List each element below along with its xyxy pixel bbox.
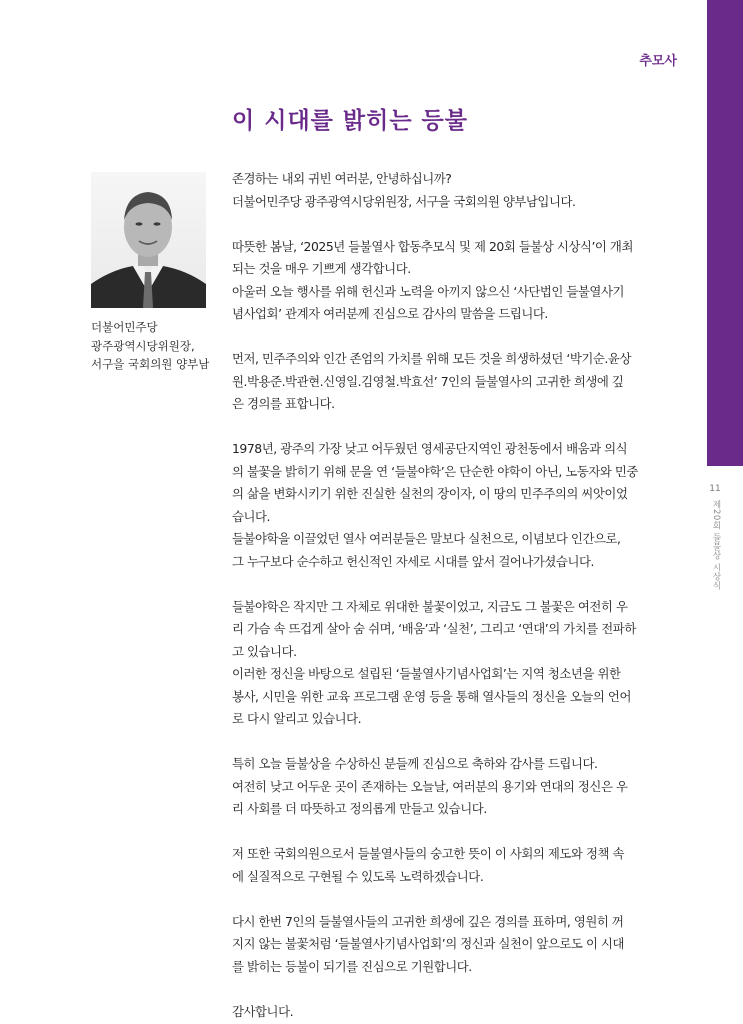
body-line: 감사합니다.: [232, 1003, 294, 1019]
body-line: 들불야학은 작지만 그 자체로 위대한 불꽃이었고, 지금도 그 불꽃은 여전히 우: [232, 598, 628, 614]
body-line: 의 삶을 변화시키기 위한 진실한 실천의 장이자, 이 땅의 민주주의의 씨앗이었: [232, 486, 628, 501]
body-line: 원.박용준.박관현.신영일.김영철.박효선’ 7인의 들불열사의 고귀한 희생에 깊: [232, 373, 624, 389]
author-portrait: [91, 172, 206, 308]
body-line: 은 경의를 표합니다.: [232, 396, 335, 411]
body-line: 다시 한번 7인의 들불열사들의 고귀한 희생에 깊은 경의를 표하며, 영원히 꺼: [232, 913, 624, 929]
body-line: 습니다.: [232, 508, 271, 524]
body-line: 저 또한 국회의원으로서 들불열사들의 숭고한 뜻이 이 사회의 제도와 정책 속: [232, 846, 624, 861]
body-line: 의 불꽃을 밝히기 위해 문을 연 ‘들불야학’은 단순한 야학이 아닌, 노동자와 민중: [232, 463, 638, 479]
body-line: 리 사회를 더 따뜻하고 정의롭게 만들고 있습니다.: [232, 801, 487, 816]
body-line: 특히 오늘 들불상을 수상하신 분들께 진심으로 축하와 감사를 드립니다.: [232, 756, 598, 771]
body-line: 를 밝히는 등불이 되기를 진심으로 기원합니다.: [232, 958, 472, 974]
body-line: 리 가슴 속 뜨겁게 살아 숨 쉬며, ‘배움’과 ‘실천’, 그리고 ‘연대’의 가치를 전파하: [232, 621, 636, 636]
body-line: 에 실질적으로 구현될 수 있도록 노력하겠습니다.: [232, 868, 484, 884]
page-number: 11: [709, 484, 721, 494]
paragraph-gap: [232, 821, 646, 844]
body-line: 고 있습니다.: [232, 643, 297, 659]
body-line: 아울러 오늘 행사를 위해 헌신과 노력을 아끼지 않으신 ‘사단법인 들불열사기: [232, 283, 624, 299]
author-caption: [91, 318, 221, 374]
paragraph-gap: [232, 573, 646, 596]
caption-line: 광주광역시당위원장,: [91, 338, 195, 353]
body-line: 1978년, 광주의 가장 낮고 어두웠던 영세공단지역인 광천동에서 배움과 의식: [232, 441, 628, 456]
body-line: 그 누구보다 순수하고 헌신적인 자세로 시대를 앞서 걸어나가셨습니다.: [232, 553, 594, 569]
side-caption: 제20회 들불상 시상식: [711, 500, 721, 591]
body-line: 여전히 낮고 어두운 곳이 존재하는 오늘날, 여러분의 용기와 연대의 정신은 우: [232, 778, 628, 794]
body-line: 념사업회’ 관계자 여러분께 진심으로 감사의 말씀을 드립니다.: [232, 306, 548, 321]
body-line: 더불어민주당 광주광역시당위원장, 서구을 국회의원 양부남입니다.: [232, 193, 576, 209]
body-line: 먼저, 민주주의와 인간 존엄의 가치를 위해 모든 것을 희생하셨던 ‘박기순.윤상: [232, 351, 631, 366]
paragraph-gap: [232, 416, 646, 439]
body-line: 따뜻한 봄날, ‘2025년 들불열사 합동추모식 및 제 20회 들불상 시상식’이 개최: [232, 238, 633, 254]
section-label: 추모사: [639, 54, 677, 69]
paragraph-gap: [232, 731, 646, 754]
body-line: 들불야학을 이끌었던 열사 여러분들은 말보다 실천으로, 이념보다 인간으로,: [232, 531, 621, 546]
side-accent-bar: [707, 0, 743, 466]
speech-body: [232, 168, 646, 1023]
caption-line: 서구을 국회의원 양부남: [91, 357, 210, 371]
body-line: 존경하는 내외 귀빈 여러분, 안녕하십니까?: [232, 171, 452, 186]
body-line: 로 다시 알리고 있습니다.: [232, 711, 362, 726]
page-title: 이 시대를 밝히는 등불: [232, 108, 468, 134]
body-line: 지지 않는 불꽃처럼 ‘들불열사기념사업회’의 정신과 실천이 앞으로도 이 시대: [232, 936, 624, 951]
paragraph-gap: [232, 888, 646, 911]
caption-line: 더불어민주당: [91, 320, 158, 334]
body-line: 봉사, 시민을 위한 교육 프로그램 운영 등을 통해 열사들의 정신을 오늘의 언어: [232, 688, 631, 704]
paragraph-gap: [232, 326, 646, 349]
body-line: 이러한 정신을 바탕으로 설립된 ‘들불열사기념사업회’는 지역 청소년을 위한: [232, 666, 621, 681]
paragraph-gap: [232, 213, 646, 236]
body-line: 되는 것을 매우 기쁘게 생각합니다.: [232, 261, 411, 276]
paragraph-gap: [232, 978, 646, 1001]
